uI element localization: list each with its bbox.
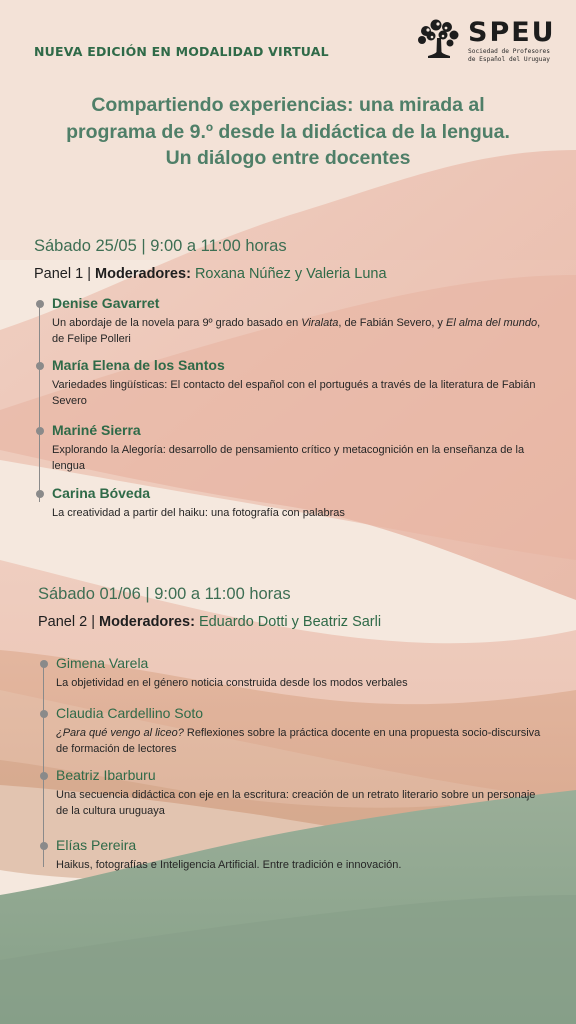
panel-header xyxy=(34,266,544,282)
speaker-name: Carina Bóveda xyxy=(52,485,151,501)
speaker-item xyxy=(38,766,546,836)
tree-logo-icon xyxy=(416,18,462,62)
speaker-name: Claudia Cardellino Soto xyxy=(56,705,204,721)
headline-line-2: programa de 9.º desde la didáctica de la lengua. xyxy=(66,120,510,143)
moderators-names: Roxana Núñez y Valeria Luna xyxy=(194,266,387,282)
speaker-item xyxy=(34,484,544,524)
timeline-dot-icon xyxy=(40,842,48,850)
speaker-name: Beatriz Ibarburu xyxy=(56,767,156,783)
speaker-item xyxy=(38,836,546,876)
speaker-timeline xyxy=(38,654,546,876)
panel-header xyxy=(38,614,546,630)
talk-title: Un abordaje de la novela para 9º grado basado en Viralata, de Fabián Severo, y El alma del mundo, de Felipe Polleri xyxy=(52,317,541,345)
panel-label: Panel 1 | xyxy=(34,266,96,282)
timeline-dot-icon xyxy=(40,710,48,718)
moderators-names: Eduardo Dotti y Beatriz Sarli xyxy=(198,614,382,630)
timeline-dot-icon xyxy=(40,772,48,780)
session-date: Sábado 25/05 | 9:00 a 11:00 horas xyxy=(34,237,287,255)
speaker-item xyxy=(38,704,546,766)
moderators-label: Moderadores: xyxy=(95,266,195,282)
headline-line-1: Compartiendo experiencias: una mirada al xyxy=(91,94,485,116)
talk-title: La creatividad a partir del haiku: una fotografía con palabras xyxy=(52,507,345,519)
timeline-dot-icon xyxy=(40,660,48,668)
session-1 xyxy=(34,237,544,524)
speaker-name: Mariné Sierra xyxy=(52,422,141,438)
speaker-name: María Elena de los Santos xyxy=(52,357,225,373)
speaker-name: Denise Gavarret xyxy=(52,295,160,311)
timeline-dot-icon xyxy=(36,362,44,370)
timeline-dot-icon xyxy=(36,427,44,435)
timeline-dot-icon xyxy=(36,490,44,498)
speu-logo xyxy=(416,18,564,66)
headline-line-3: Un diálogo entre docentes xyxy=(165,147,411,169)
talk-title: La objetividad en el género noticia construida desde los modos verbales xyxy=(56,677,408,689)
speaker-item xyxy=(34,356,544,421)
speaker-item xyxy=(34,294,544,356)
timeline-dot-icon xyxy=(36,300,44,308)
speaker-name: Gimena Varela xyxy=(56,655,149,671)
speaker-item xyxy=(38,654,546,704)
logo-subtitle: Sociedad de Profesores de Español del Uruguay xyxy=(468,48,550,63)
event-headline xyxy=(30,92,546,172)
talk-title: Explorando la Alegoría: desarrollo de pensamiento crítico y metacognición en la enseñanza de la lengua xyxy=(52,444,525,472)
event-kicker: NUEVA EDICIÓN EN MODALIDAD VIRTUAL xyxy=(34,44,329,59)
talk-title: ¿Para qué vengo al liceo? Reflexiones sobre la práctica docente en una propuesta socio-discursiva de formación de lectores xyxy=(56,727,541,755)
speaker-name: Elías Pereira xyxy=(56,837,137,853)
logo-name: SPEU xyxy=(468,17,556,48)
session-2 xyxy=(38,585,546,876)
speaker-item xyxy=(34,421,544,484)
moderators-label: Moderadores: xyxy=(99,614,199,630)
talk-title: Una secuencia didáctica con eje en la escritura: creación de un retrato literario sobre un personaje de la cultura uruguaya xyxy=(56,789,536,817)
panel-label: Panel 2 | xyxy=(38,614,100,630)
talk-title: Haikus, fotografías e Inteligencia Artificial. Entre tradición e innovación. xyxy=(56,859,402,871)
talk-title: Variedades lingüísticas: El contacto del español con el portugués a través de la literatura de Fabián Severo xyxy=(52,379,536,407)
speaker-timeline xyxy=(34,294,544,524)
session-date: Sábado 01/06 | 9:00 a 11:00 horas xyxy=(38,585,291,603)
